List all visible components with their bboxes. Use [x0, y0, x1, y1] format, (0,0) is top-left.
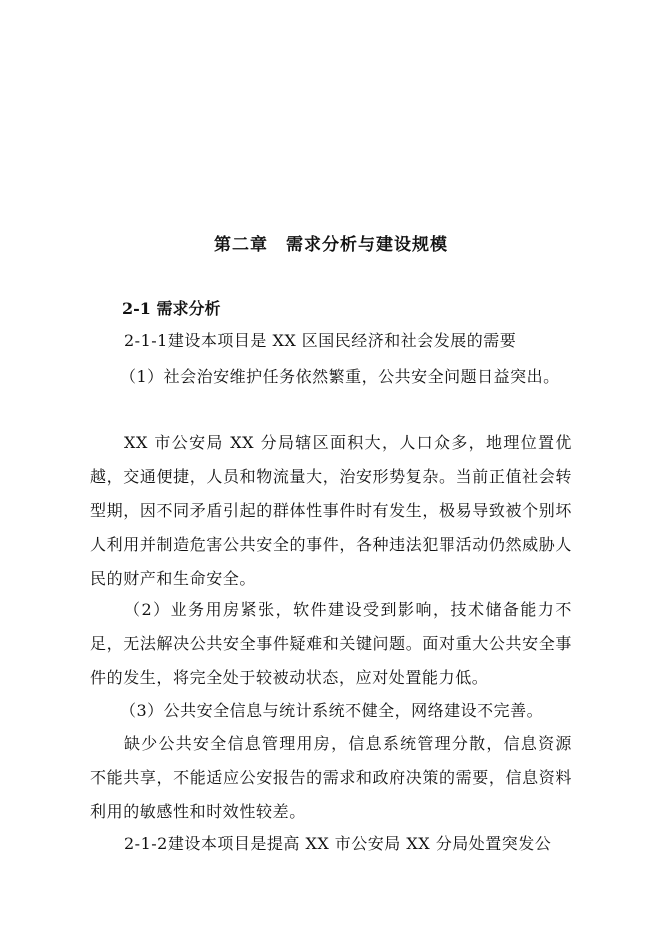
subsection-heading-1: 2-1-1建设本项目是 XX 区国民经济和社会发展的需要 [124, 331, 517, 350]
chapter-title [0, 230, 662, 255]
paragraph-2: （2）业务用房紧张，软件建设受到影响，技术储备能力不足，无法解决公共安全事件疑难和关键问题。面对重大公共安全事件的发生，将完全处于较被动状态，应对处置能力低。 [90, 600, 572, 687]
chapter-name: 需求分析与建设规模 [286, 235, 448, 255]
paragraph-1: XX 市公安局 XX 分局辖区面积大，人口众多，地理位置优越，交通便捷，人员和物流量大，治安形势复杂。当前正值社会转型期，因不同矛盾引起的群体性事件时有发生，极易导致被个别坏人利用并制造危害公共安全的事件，各种违法犯罪活动仍然威胁人民的财产和生命安全。 [90, 433, 572, 588]
chapter-number: 第二章 [214, 235, 268, 255]
list-item-3: （3）公共安全信息与统计系统不健全，网络建设不完善。 [120, 701, 544, 720]
list-item-1: （1）社会治安维护任务依然繁重，公共安全问题日益突出。 [120, 367, 560, 386]
section-heading: 2-1 需求分析 [122, 299, 221, 318]
subsection-heading-2: 2-1-2建设本项目是提高 XX 市公安局 XX 分局处置突发公 [124, 834, 552, 853]
paragraph-3: 缺少公共安全信息管理用房，信息系统管理分散，信息资源不能共享，不能适应公安报告的需求和政府决策的需要，信息资料利用的敏感性和时效性较差。 [90, 734, 572, 821]
